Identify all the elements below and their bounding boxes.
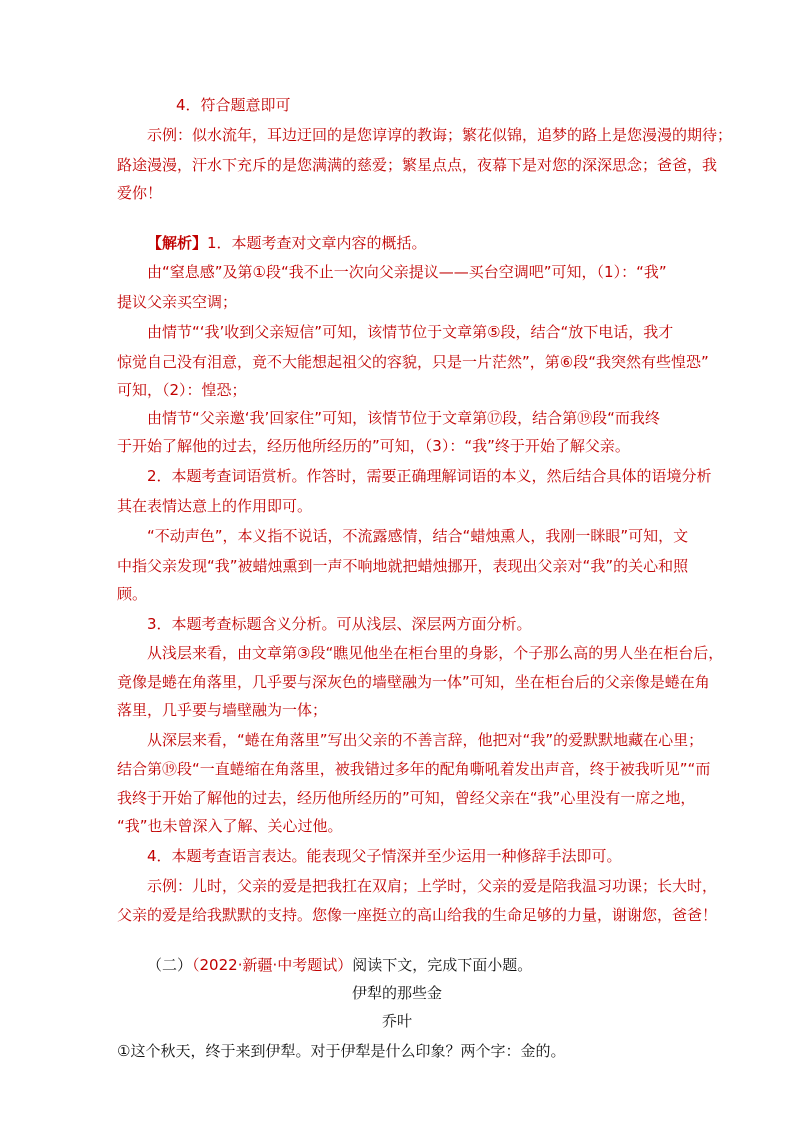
analysis-line: 父亲的爱是给我默默的支持。您像一座挺立的高山给我的生命足够的力量，谢谢您，爸爸！ bbox=[117, 906, 718, 924]
analysis-line-1 bbox=[147, 233, 427, 253]
analysis-line: 由情节“父亲邀‘我’回家住”可知，该情节位于文章第⑰段，结合第⑲段“而我终 bbox=[147, 409, 660, 427]
analysis-line: 示例：儿时，父亲的爱是把我扛在双肩；上学时，父亲的爱是陪我温习功课；长大时， bbox=[147, 877, 718, 895]
analysis-line: 从深层来看，“蜷在角落里”写出父亲的不善言辞，他把对“我”的爱默默地藏在心里； bbox=[147, 731, 704, 749]
section2-intro-prefix: （二） bbox=[147, 956, 193, 974]
analysis-line: 竟像是蜷在角落里，几乎要与深灰色的墙壁融为一体”可知，坐在柜台后的父亲像是蜷在角 bbox=[117, 673, 710, 691]
analysis-line: 由情节“‘我’收到父亲短信”可知，该情节位于文章第⑤段，结合“放下电话，我才 bbox=[147, 323, 674, 341]
section2-intro-suffix: 阅读下文，完成下面小题。 bbox=[352, 956, 533, 974]
analysis-line: 2．本题考查词语赏析。作答时，需要正确理解词语的本义，然后结合具体的语境分析 bbox=[147, 467, 712, 485]
analysis-line: 惊觉自己没有泪意，竟不大能想起祖父的容貌，只是一片茫然”，第⑥段“我突然有些惶恐” bbox=[117, 353, 709, 371]
analysis-line: 由“窒息感”及第①段“我不止一次向父亲提议——买台空调吧”可知，（1）：“我” bbox=[147, 263, 667, 281]
analysis-line: 4．本题考查语言表达。能表现父子情深并至少运用一种修辞手法即可。 bbox=[147, 847, 622, 865]
analysis-line: 其在表情达意上的作用即可。 bbox=[117, 497, 313, 515]
analysis-line: 提议父亲买空调； bbox=[117, 293, 238, 311]
analysis-line: 结合第⑲段“一直蜷缩在角落里，被我错过多年的配角嘶吼着发出声音，终于被我听见”“而 bbox=[117, 760, 711, 778]
analysis-label: 【解析】 bbox=[147, 234, 208, 252]
article-title: 伊犁的那些金 bbox=[351, 984, 442, 1002]
article-author: 乔叶 bbox=[381, 1012, 412, 1030]
analysis-line: 落里，几乎要与墙壁融为一体； bbox=[117, 701, 328, 719]
section2-intro bbox=[147, 955, 532, 975]
analysis-line: 可知，（2）：惶恐； bbox=[117, 381, 247, 399]
analysis-text: 1．本题考查对文章内容的概括。 bbox=[207, 234, 427, 252]
section2-source: （2022·新疆·中考题试） bbox=[192, 956, 353, 974]
article-first-paragraph: ①这个秋天，终于来到伊犁。对于伊犁是什么印象？两个字：金的。 bbox=[117, 1042, 566, 1060]
analysis-line: 中指父亲发现“我”被蜡烛熏到一声不响地就把蜡烛挪开，表现出父亲对“我”的关心和照 bbox=[117, 557, 689, 575]
answer4-heading: 4．符合题意即可 bbox=[176, 96, 291, 114]
answer4-line: 爱你！ bbox=[117, 184, 163, 202]
analysis-line: “不动声色”，本义指不说话，不流露感情，结合“蜡烛熏人，我刚一眯眼”可知，文 bbox=[147, 527, 689, 545]
analysis-line: 3．本题考查标题含义分析。可从浅层、深层两方面分析。 bbox=[147, 615, 532, 633]
analysis-line: “我”也未曾深入了解、关心过他。 bbox=[117, 817, 343, 835]
analysis-line: 我终于开始了解他的过去，经历他所经历的”可知，曾经父亲在“我”心里没有一席之地， bbox=[117, 789, 696, 807]
analysis-line: 于开始了解他的过去，经历他所经历的”可知，（3）：“我”终于开始了解父亲。 bbox=[117, 437, 630, 455]
answer4-line: 示例：似水流年，耳边迂回的是您谆谆的教诲；繁花似锦，追梦的路上是您漫漫的期待； bbox=[147, 126, 733, 144]
analysis-line: 顾。 bbox=[117, 585, 148, 603]
answer4-line: 路途漫漫，汗水下充斥的是您满满的慈爱；繁星点点，夜幕下是对您的深深思念；爸爸，我 bbox=[117, 156, 718, 174]
analysis-line: 从浅层来看，由文章第③段“瞧见他坐在柜台里的身影，个子那么高的男人坐在柜台后， bbox=[147, 644, 724, 662]
